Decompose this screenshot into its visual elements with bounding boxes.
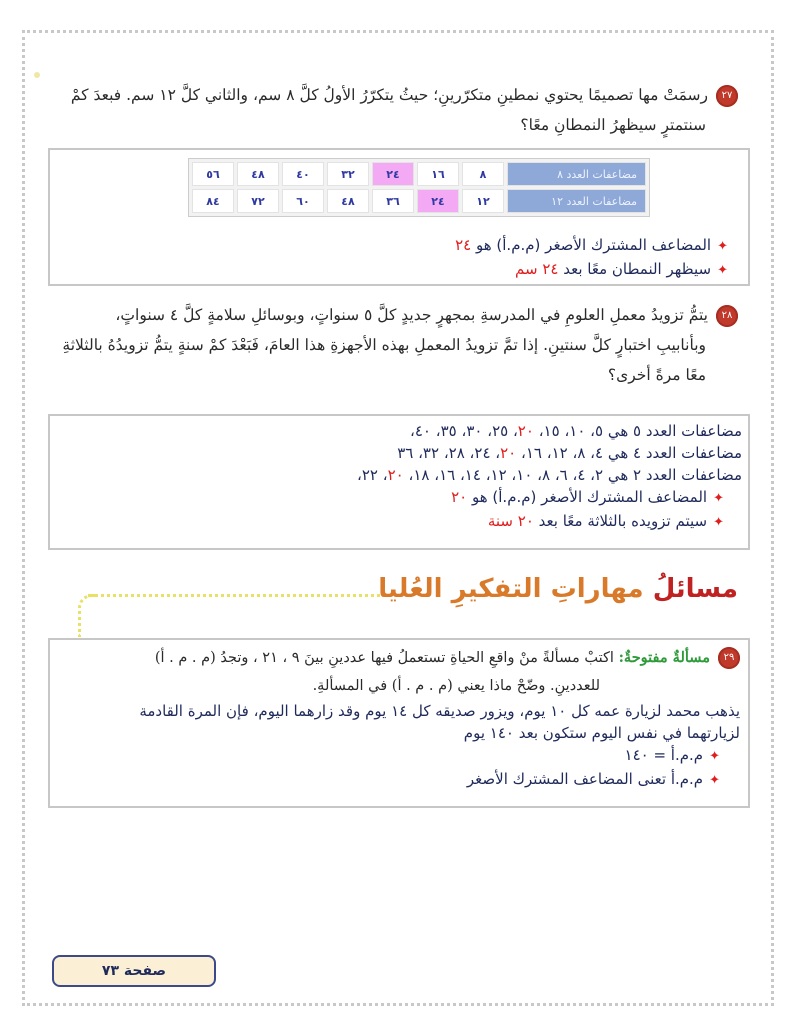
question-text-line1: رسمَتْ مها تصميمًا يحتوي نمطينِ متكرّرينِ؛ حيثُ يتكرّرُ الأولُ كلَّ ٨ سم، والثاني كلَّ ١٢ سم. فبعدَ كمْ: [70, 86, 708, 104]
multiples-table: [188, 158, 650, 217]
answer-bullet: [50, 768, 740, 792]
table-cell: ٦٠: [282, 189, 324, 213]
table-cell: ٧٢: [237, 189, 279, 213]
table-cell: ٤٠: [282, 162, 324, 186]
question-29: [50, 644, 740, 700]
text: مضاعفات العدد ٥ هي ٥، ١٠، ١٥،: [538, 422, 742, 440]
table-cell: ١٢: [462, 189, 504, 213]
question-text-line2: للعددينِ. وضّحْ ماذا يعني (م . م . أ) في المسألةِ.: [312, 678, 600, 694]
question-28: [62, 300, 738, 390]
table-row: [192, 189, 646, 213]
row-header: مضاعفات العدد ٨: [507, 162, 646, 186]
question-text-line2: وبأنابيبِ اختبارٍ كلَّ سنتينِ. إذا تمَّ تزويدُ المعملِ بهذه الأجهزةِ هذا العامَ، فَبَعْدَ كمْ سنةٍ يتمُّ تزويدُهُ بالثلاثةِ: [62, 336, 706, 354]
text: ، ٢٥، ٣٠، ٣٥، ٤٠،: [410, 422, 518, 440]
answer-text: سيتم تزويده بالثلاثة معًا بعد: [538, 512, 708, 530]
multiples-line: [50, 464, 742, 486]
text: ، ٢٤، ٢٨، ٣٢، ٣٦: [397, 444, 501, 462]
highlight-value: ٢٠: [517, 422, 534, 440]
section-heading: [378, 574, 738, 604]
table-cell: ٤٨: [237, 162, 279, 186]
answer-bullet: [50, 486, 742, 510]
question-text-line2: سنتمترٍ سيظهرُ النمطانِ معًا؟: [520, 116, 706, 134]
highlight-value: ٢٠: [387, 466, 404, 484]
answer-text: يذهب محمد لزيارة عمه كل ١٠ يوم، ويزور صديقه كل ١٤ يوم وقد زارهما اليوم، فإن المرة القادمة: [139, 702, 740, 720]
multiples-line: [50, 442, 742, 464]
table-cell: ٥٦: [192, 162, 234, 186]
decor-dot: [34, 72, 40, 78]
diamond-bullet-icon: ✦: [709, 749, 720, 764]
answer-text: سيظهر النمطان معًا بعد: [563, 260, 712, 278]
page-number-badge: صفحة ٧٣: [52, 955, 216, 987]
text: مضاعفات العدد ٢ هي ٢، ٤، ٦، ٨، ١٠، ١٢، ١٤، ١٦، ١٨،: [408, 466, 742, 484]
diamond-bullet-icon: ✦: [709, 773, 720, 788]
answer-28: [50, 420, 742, 534]
table-row: [192, 162, 646, 186]
question-text-line1: يتمُّ تزويدُ معملِ العلومِ في المدرسةِ بمجهرٍ جديدٍ كلَّ ٥ سنواتٍ، وبوسائلِ سلامةٍ كلَّ ٤ سنواتٍ،: [115, 306, 708, 324]
answer-bullet: [455, 234, 728, 258]
answer-value: ٢٤: [455, 236, 472, 254]
answer-text: م.م.أ تعنى المضاعف المشترك الأصغر: [466, 770, 704, 788]
open-problem-label: مسألةٌ مفتوحةٌ:: [618, 649, 710, 666]
answer-bullet: [50, 744, 740, 768]
row-header: مضاعفات العدد ١٢: [507, 189, 646, 213]
table-cell-highlighted: ٢٤: [417, 189, 459, 213]
table-cell: ٨: [462, 162, 504, 186]
decor-dotted-line: [88, 594, 388, 597]
answer-27: [455, 234, 728, 282]
question-number-badge: ٢٩: [718, 647, 740, 669]
table-cell: ٣٦: [372, 189, 414, 213]
answer-29: [50, 700, 740, 792]
text: ، ٢٢،: [357, 466, 388, 484]
answer-box-28: [48, 414, 750, 550]
diamond-bullet-icon: ✦: [717, 263, 728, 278]
answer-bullet: [455, 258, 728, 282]
answer-box-29: [48, 638, 750, 808]
answer-text: لزيارتهما في نفس اليوم ستكون بعد ١٤٠ يوم: [463, 724, 740, 742]
answer-value: ٢٠: [451, 488, 468, 506]
diamond-bullet-icon: ✦: [713, 515, 724, 530]
table-cell: ٣٢: [327, 162, 369, 186]
table-cell-highlighted: ٢٤: [372, 162, 414, 186]
answer-text: المضاعف المشترك الأصغر (م.م.أ) هو: [475, 236, 712, 254]
table-cell: ٤٨: [327, 189, 369, 213]
highlight-value: ٢٠: [500, 444, 517, 462]
decor-dotted-corner: [78, 594, 95, 637]
multiples-line: [50, 420, 742, 442]
answer-text: م.م.أ = ١٤٠: [624, 746, 704, 764]
question-text-line1: اكتبْ مسألةً منْ واقعِ الحياةِ تستعملُ فيها عددينِ بينَ ٩ ، ٢١ ، وتجدُ (م . م . أ): [154, 650, 614, 666]
table-cell: ١٦: [417, 162, 459, 186]
text: مضاعفات العدد ٤ هي ٤، ٨، ١٢، ١٦،: [521, 444, 742, 462]
question-text-line3: معًا مرةً أخرى؟: [607, 366, 706, 384]
answer-value: ٢٤ سم: [515, 260, 559, 278]
answer-text: المضاعف المشترك الأصغر (م.م.أ) هو: [471, 488, 708, 506]
answer-value: ٢٠ سنة: [487, 512, 534, 530]
diamond-bullet-icon: ✦: [717, 239, 728, 254]
table-cell: ٨٤: [192, 189, 234, 213]
question-number-badge: ٢٨: [716, 305, 738, 327]
diamond-bullet-icon: ✦: [713, 491, 724, 506]
heading-first-word: مسائلُ: [652, 574, 738, 604]
heading-rest: مهاراتِ التفكيرِ العُليا: [378, 574, 644, 604]
question-number-badge: ٢٧: [716, 85, 738, 107]
answer-bullet: [50, 510, 742, 534]
question-27: [71, 80, 738, 140]
